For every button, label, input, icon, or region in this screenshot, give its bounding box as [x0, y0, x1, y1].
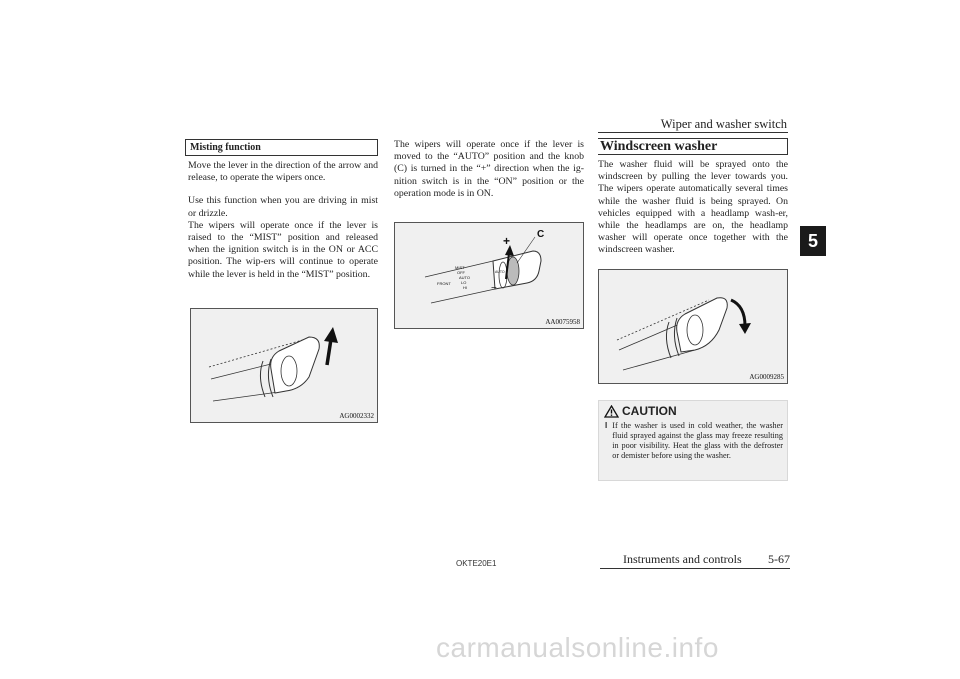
- middle-column-text: [394, 139, 584, 211]
- figure-code: AG0009285: [749, 373, 784, 381]
- position-lo: LO: [461, 280, 467, 285]
- misting-lever-illustration: [191, 309, 377, 422]
- chapter-tab: 5: [800, 226, 826, 256]
- caution-title: CAUTION: [622, 404, 677, 418]
- left-column-text: [188, 160, 378, 292]
- footer-rule: [600, 568, 790, 569]
- caution-box: [598, 400, 788, 481]
- paragraph: The washer fluid will be sprayed onto the windscreen by pulling the lever towards you. The wipers operate automatically several times while the washer fluid is being sprayed. On vehicles equipped with a headlamp wash-er, while the headlamps are on, the headlamp washer will operate once together with the windscreen washer.: [598, 159, 788, 256]
- header-rule: [598, 132, 788, 133]
- auto-knob-illustration: [395, 223, 583, 328]
- caution-heading: [604, 404, 677, 418]
- position-mist: MIST: [455, 265, 465, 270]
- figure-code: AG0002332: [339, 412, 374, 420]
- bullet-marker: l: [605, 421, 608, 430]
- misting-function-heading: Misting function: [185, 139, 378, 156]
- position-hi: HI: [463, 285, 467, 290]
- windscreen-washer-heading: Windscreen washer: [598, 138, 788, 155]
- paragraph: The wipers will operate once if the lever is raised to the “MIST” position and released when the ignition switch is in the ON or ACC position. The wip-ers will continue to operate while the lever is held in the “MIST” position.: [188, 219, 378, 280]
- paragraph: Move the lever in the direction of the arrow and release, to operate the wipers once.: [188, 160, 378, 184]
- plus-label: +: [503, 234, 511, 248]
- washer-lever-figure: [598, 269, 788, 384]
- misting-lever-figure: [190, 308, 378, 423]
- paragraph: The wipers will operate once if the lever is moved to the “AUTO” position and the knob (C) is turned in the “+” direction when the ig-nition switch is in the “ON” position or the operation mode is in ON.: [394, 139, 584, 199]
- position-off: OFF: [457, 270, 465, 275]
- washer-lever-illustration: [599, 270, 787, 383]
- page-header-title: Wiper and washer switch: [660, 117, 787, 131]
- warning-triangle-icon: [604, 405, 619, 418]
- document-code: OKTE20E1: [456, 559, 497, 568]
- knob-c-label: C: [537, 229, 545, 240]
- right-column-text: [598, 159, 788, 268]
- caution-item: [605, 421, 783, 461]
- auto-ring-label: AUTO: [495, 270, 505, 274]
- footer-section-name: Instruments and controls: [623, 552, 742, 566]
- minus-label: −: [491, 283, 497, 294]
- watermark-text: carmanualsonline.info: [436, 632, 719, 663]
- position-auto: AUTO: [459, 275, 471, 280]
- front-label: FRONT: [437, 281, 451, 286]
- page-number: 5-67: [768, 552, 790, 566]
- auto-knob-figure: [394, 222, 584, 329]
- caution-text: If the washer is used in cold weather, the washer fluid sprayed against the glass may freeze resulting in poor visibility. Heat the glass with the defroster or demister before using the washer.: [612, 421, 783, 460]
- paragraph: Use this function when you are driving in mist or drizzle.: [188, 195, 378, 219]
- figure-code: AA0075958: [545, 318, 580, 326]
